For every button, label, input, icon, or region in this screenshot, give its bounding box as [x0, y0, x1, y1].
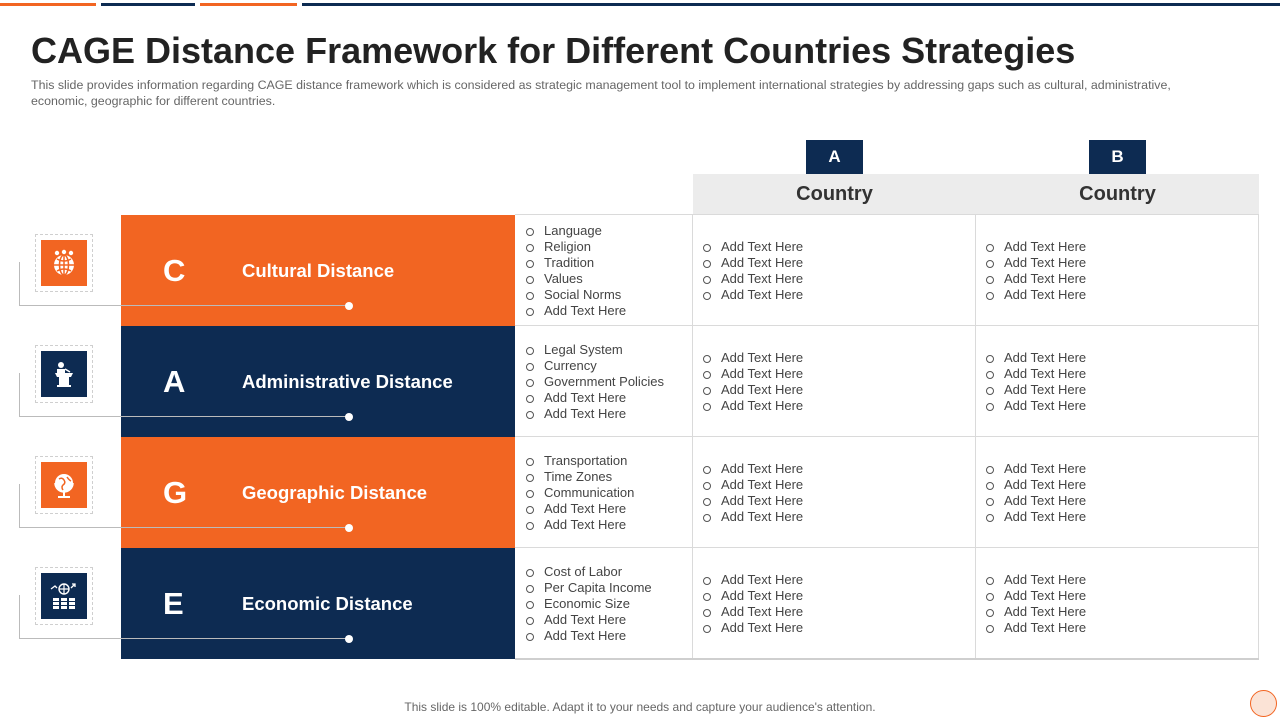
list-item: Add Text Here	[985, 398, 1086, 414]
list-item: Add Text Here	[702, 493, 803, 509]
list-item: Add Text Here	[702, 572, 803, 588]
list-item: Add Text Here	[702, 271, 803, 287]
list-item: Language	[525, 223, 626, 239]
icon-frame	[35, 456, 93, 514]
grid-divider	[692, 214, 693, 660]
globe-people-icon	[41, 240, 87, 286]
row-letter: C	[163, 252, 186, 288]
country-b-list-administrative	[985, 350, 1086, 414]
list-item: Add Text Here	[702, 366, 803, 382]
connector-dot	[345, 635, 353, 643]
list-item: Add Text Here	[985, 604, 1086, 620]
list-item: Add Text Here	[702, 350, 803, 366]
global-money-icon	[41, 573, 87, 619]
list-item: Values	[525, 271, 626, 287]
list-item: Economic Size	[525, 596, 652, 612]
icon-frame	[35, 345, 93, 403]
list-item: Add Text Here	[985, 366, 1086, 382]
column-badge-b: B	[1089, 140, 1146, 174]
corner-decoration	[1250, 690, 1277, 717]
list-item: Cost of Labor	[525, 564, 652, 580]
row-letter: E	[163, 585, 184, 621]
grid-divider	[515, 547, 1259, 548]
list-item: Add Text Here	[985, 350, 1086, 366]
row-label: Economic Distance	[242, 592, 413, 614]
list-item: Add Text Here	[525, 612, 652, 628]
list-item: Add Text Here	[702, 461, 803, 477]
connector-dot	[345, 302, 353, 310]
list-item: Add Text Here	[702, 509, 803, 525]
country-b-list-geographic	[985, 461, 1086, 525]
list-item: Add Text Here	[985, 477, 1086, 493]
list-item: Currency	[525, 358, 664, 374]
list-item: Add Text Here	[702, 382, 803, 398]
icon-frame	[35, 234, 93, 292]
factor-list-cultural	[525, 223, 626, 319]
list-item: Religion	[525, 239, 626, 255]
row-letter: G	[163, 474, 188, 510]
top-accent-bar-1	[0, 3, 96, 6]
slide-title: CAGE Distance Framework for Different Countries Strategies	[31, 30, 1076, 71]
list-item: Add Text Here	[525, 628, 652, 644]
list-item: Add Text Here	[985, 239, 1086, 255]
list-item: Per Capita Income	[525, 580, 652, 596]
factor-list-economic	[525, 564, 652, 644]
connector-dot	[345, 524, 353, 532]
list-item: Time Zones	[525, 469, 634, 485]
list-item: Add Text Here	[525, 390, 664, 406]
footer-note: This slide is 100% editable. Adapt it to your needs and capture your audience's attention.	[404, 700, 876, 714]
list-item: Add Text Here	[985, 509, 1086, 525]
country-b-list-economic	[985, 572, 1086, 636]
list-item: Add Text Here	[985, 620, 1086, 636]
list-item: Transportation	[525, 453, 634, 469]
row-label: Administrative Distance	[242, 370, 453, 392]
row-letter: A	[163, 363, 186, 399]
country-a-list-administrative	[702, 350, 803, 414]
list-item: Tradition	[525, 255, 626, 271]
list-item: Government Policies	[525, 374, 664, 390]
list-item: Add Text Here	[702, 604, 803, 620]
list-item: Add Text Here	[702, 398, 803, 414]
icon-frame	[35, 567, 93, 625]
list-item: Add Text Here	[525, 501, 634, 517]
list-item: Add Text Here	[985, 255, 1086, 271]
slide-subtitle: This slide provides information regarding CAGE distance framework which is considered as strategic management tool to implement international strategies by addressing gaps such as cultural, administrative, economic, geographic for different countries.	[31, 78, 1171, 108]
list-item: Social Norms	[525, 287, 626, 303]
factor-list-administrative	[525, 342, 664, 422]
country-a-list-economic	[702, 572, 803, 636]
list-item: Communication	[525, 485, 634, 501]
factor-list-geographic	[525, 453, 634, 533]
list-item: Add Text Here	[985, 588, 1086, 604]
list-item: Add Text Here	[985, 572, 1086, 588]
country-a-list-geographic	[702, 461, 803, 525]
grid-divider	[975, 214, 976, 660]
column-header-country-b: Country	[976, 174, 1259, 214]
list-item: Add Text Here	[702, 588, 803, 604]
grid-divider	[515, 325, 1259, 326]
list-item: Add Text Here	[985, 461, 1086, 477]
country-b-list-cultural	[985, 239, 1086, 303]
grid-divider	[515, 214, 1259, 215]
grid-bottom-border	[515, 658, 1259, 660]
top-accent-bar-2	[101, 3, 195, 6]
podium-speaker-icon	[41, 351, 87, 397]
grid-divider	[515, 436, 1259, 437]
list-item: Add Text Here	[702, 287, 803, 303]
grid-divider	[1258, 214, 1259, 660]
list-item: Add Text Here	[985, 287, 1086, 303]
globe-stand-icon	[41, 462, 87, 508]
top-accent-bar-4	[302, 3, 1280, 6]
top-accent-bar-3	[200, 3, 297, 6]
column-header-country-a: Country	[693, 174, 976, 214]
list-item: Add Text Here	[702, 239, 803, 255]
connector-dot	[345, 413, 353, 421]
list-item: Add Text Here	[702, 620, 803, 636]
list-item: Add Text Here	[525, 517, 634, 533]
column-badge-a: A	[806, 140, 863, 174]
list-item: Legal System	[525, 342, 664, 358]
list-item: Add Text Here	[702, 255, 803, 271]
list-item: Add Text Here	[525, 303, 626, 319]
list-item: Add Text Here	[985, 382, 1086, 398]
row-label: Cultural Distance	[242, 259, 395, 281]
row-label: Geographic Distance	[242, 481, 428, 503]
list-item: Add Text Here	[985, 271, 1086, 287]
list-item: Add Text Here	[525, 406, 664, 422]
list-item: Add Text Here	[702, 477, 803, 493]
country-a-list-cultural	[702, 239, 803, 303]
list-item: Add Text Here	[985, 493, 1086, 509]
